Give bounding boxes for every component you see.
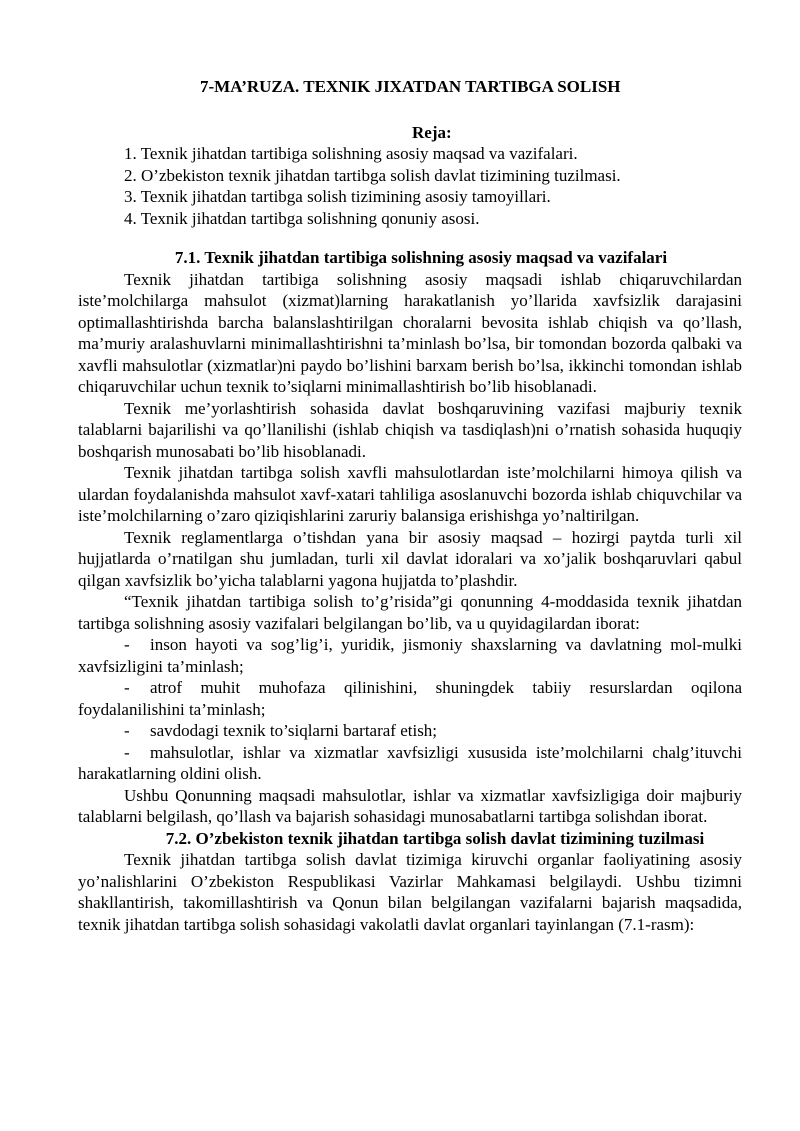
paragraph: Texnik jihatdan tartibiga solishning asosiy maqsadi ishlab chiqaruvchilardan iste’molchilarga mahsulot (xizmat)larning harakatlanish yo’llarida xavfsizlik darajasini optimallashtirishda barcha balanslashtirilgan choralarni bevosita ishlab chiqish va qo’llash, ma’muriy aralashuvlarni minimallashtirishni ta’minlash bo’lsa, bir tomondan bozorda qalbaki va xavfli mahsulotlar (xizmatlar)ni paydo bo’lishini barxam berish bo’lsa, ikkinchi tomondan ishlab chiqaruvchilar uchun texnik to’siqlarni minimallashtirish bo’lib hisoblanadi.	[78, 269, 742, 396]
plan-list	[124, 143, 764, 229]
paragraph: Texnik reglamentlarga o’tishdan yana bir asosiy maqsad – hozirgi paytda turli xil hujjatlarda o’rnatilgan shu jumladan, turli xil davlat idoralari va xo’jalik boshqaruvlari qabul qilgan xavfsizlik bo’yicha talablarni yagona hujjatda to’plashdir.	[78, 527, 742, 590]
plan-item: 4. Texnik jihatdan tartibga solishning qonuniy asosi.	[124, 208, 480, 228]
paragraph: Ushbu Qonunning maqsadi mahsulotlar, ishlar va xizmatlar xavfsizligiga doir majburiy talablarni belgilash, qo’llash va bajarish sohasidagi munosabatlarni tartibga solishdan iborat.	[78, 785, 742, 826]
dash-bullet: -	[124, 721, 130, 740]
section-1-heading: 7.1. Texnik jihatdan tartibiga solishning asosiy maqsad va vazifalari	[174, 248, 668, 267]
paragraph: Texnik jihatdan tartibga solish davlat tizimiga kiruvchi organlar faoliyatining asosiy yo’nalishlarini O’zbekiston Respublikasi Vazirlar Mahkamasi belgilaydi. Ushbu tizimni shakllantirish, takomillashtirish va Qonun bilan belgilangan vazifalarni bajarish maqsadida, texnik jihatdan tartibga solish sohasidagi vakolatli davlat organlari tayinlangan (7.1-rasm):	[78, 850, 742, 934]
list-item	[78, 742, 742, 785]
plan-item: 3. Texnik jihatdan tartibga solish tizimining asosiy tamoyillari.	[124, 187, 551, 206]
dash-bullet: -	[124, 742, 130, 762]
section-2-heading: 7.2. O’zbekiston texnik jihatdan tartibga solish davlat tizimining tuzilmasi	[165, 828, 705, 848]
document-body	[78, 247, 742, 935]
list-item	[78, 677, 742, 720]
plan-heading: Reja:	[412, 123, 452, 142]
paragraph: Texnik me’yorlashtirish sohasida davlat boshqaruvining vazifasi majburiy texnik talablarni bajarilishi va qo’llanilishi (ishlab chiqish va tasdiqlash)ni o’rnatish sohasida huquqiy boshqarish munosabati bo’lib hisoblanadi.	[78, 398, 742, 461]
plan-item: 2. O’zbekiston texnik jihatdan tartibga solish davlat tizimining tuzilmasi.	[124, 165, 621, 185]
paragraph: Texnik jihatdan tartibga solish xavfli mahsulotlardan iste’molchilarni himoya qilish va ulardan foydalanishda mahsulot xavf-xatari tahliliga asoslanuvchi bozorda ishlab chiquvchilar va iste’molchilarning o’zaro qiziqishlarini zaruriy balansiga erishishga yo’naltirilgan.	[78, 463, 742, 525]
list-item	[78, 634, 742, 677]
list-item-text: mahsulotlar, ishlar va xizmatlar xavfsizligi xususida iste’molchilarni chalg’ituvchi harakatlarning oldini olish.	[78, 742, 742, 783]
plan-item: 1. Texnik jihatdan tartibiga solishning asosiy maqsad va vazifalari.	[124, 144, 578, 163]
paragraph: “Texnik jihatdan tartibiga solish to’g’risida”gi qonunning 4-moddasida texnik jihatdan tartibga solishning asosiy vazifalari belgilangan bo’lib, va u quyidagilardan iborat:	[78, 592, 742, 633]
dash-bullet: -	[124, 678, 130, 697]
list-item-text: atrof muhit muhofaza qilinishini, shuningdek tabiiy resurslardan oqilona foydalanilishini ta’minlash;	[78, 678, 742, 719]
list-item	[78, 720, 742, 742]
lecture-title: 7-MA’RUZA. TEXNIK JIXATDAN TARTIBGA SOLISH	[200, 77, 621, 96]
list-item-text: savdodagi texnik to’siqlarni bartaraf etish;	[150, 721, 438, 740]
dash-bullet: -	[124, 635, 130, 654]
list-item-text: inson hayoti va sog’lig’i, yuridik, jismoniy shaxslarning va davlatning mol-mulki xavfsizligini ta’minlash;	[78, 635, 742, 676]
